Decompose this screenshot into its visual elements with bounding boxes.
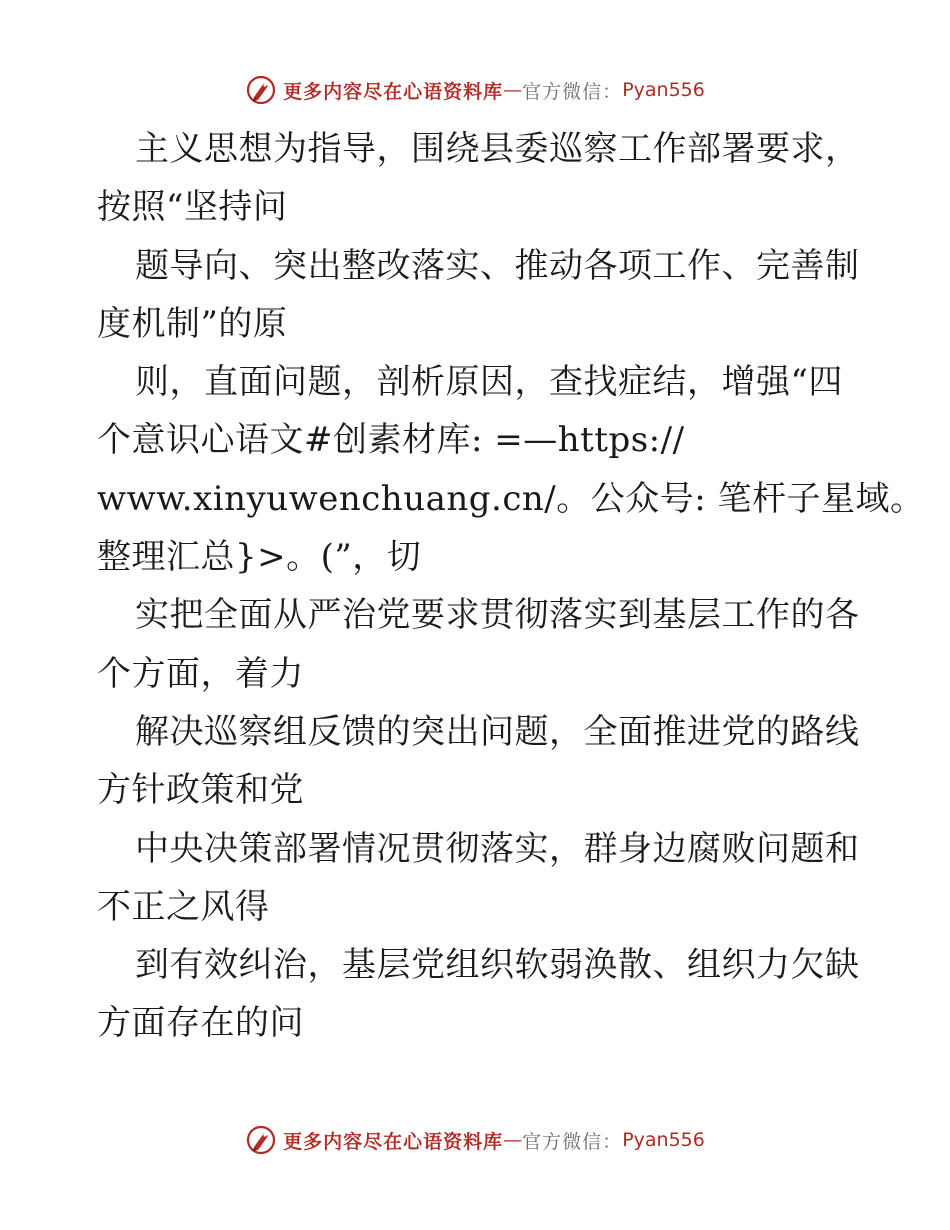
- body-line: 度机制”的原: [97, 303, 288, 344]
- document-body: [97, 120, 925, 1053]
- pen-logo-icon: [245, 74, 277, 106]
- pen-logo-icon: [245, 1124, 277, 1156]
- body-line: www.xinyuwenchuang.cn/。公众号: 笔杆子星域。: [97, 478, 925, 519]
- body-line: 方面存在的问: [97, 1003, 304, 1044]
- header-dash: —: [503, 79, 523, 101]
- footer-promo-text: 更多内容尽在心语资料库: [283, 1130, 504, 1153]
- header-banner: [0, 70, 950, 110]
- body-line: 主义思想为指导，围绕县委巡察工作部署要求，: [135, 129, 860, 169]
- footer-banner: [0, 1120, 950, 1160]
- body-line: 整理汇总}>。(”，切: [97, 537, 422, 578]
- header-promo-text: 更多内容尽在心语资料库: [283, 80, 504, 103]
- body-line: 中央决策部署情况贯彻落实，群身边腐败问题和: [135, 828, 860, 869]
- body-line: 不正之风得: [97, 886, 270, 927]
- header-wechat-label: 官方微信：: [522, 80, 623, 103]
- body-line: 个方面，着力: [97, 653, 304, 694]
- body-line: 解决巡察组反馈的突出问题，全面推进党的路线: [135, 711, 860, 752]
- header-wechat-id: Pyan556: [622, 79, 705, 101]
- body-line: 到有效纠治，基层党组织软弱涣散、组织力欠缺: [135, 945, 860, 986]
- body-line: 则，直面问题，剖析原因，查找症结，增强“四: [135, 362, 843, 403]
- body-line: 实把全面从严治党要求贯彻落实到基层工作的各: [135, 595, 860, 636]
- body-line: 题导向、突出整改落实、推动各项工作、完善制: [135, 245, 860, 286]
- footer-wechat-id: Pyan556: [622, 1129, 705, 1151]
- footer-dash: —: [503, 1129, 523, 1151]
- body-line: 个意识心语文#创素材库: =—https://: [97, 420, 685, 461]
- body-line: 方针政策和党: [97, 770, 304, 811]
- footer-wechat-label: 官方微信：: [522, 1130, 623, 1153]
- body-line: 按照“坚持问: [97, 187, 288, 228]
